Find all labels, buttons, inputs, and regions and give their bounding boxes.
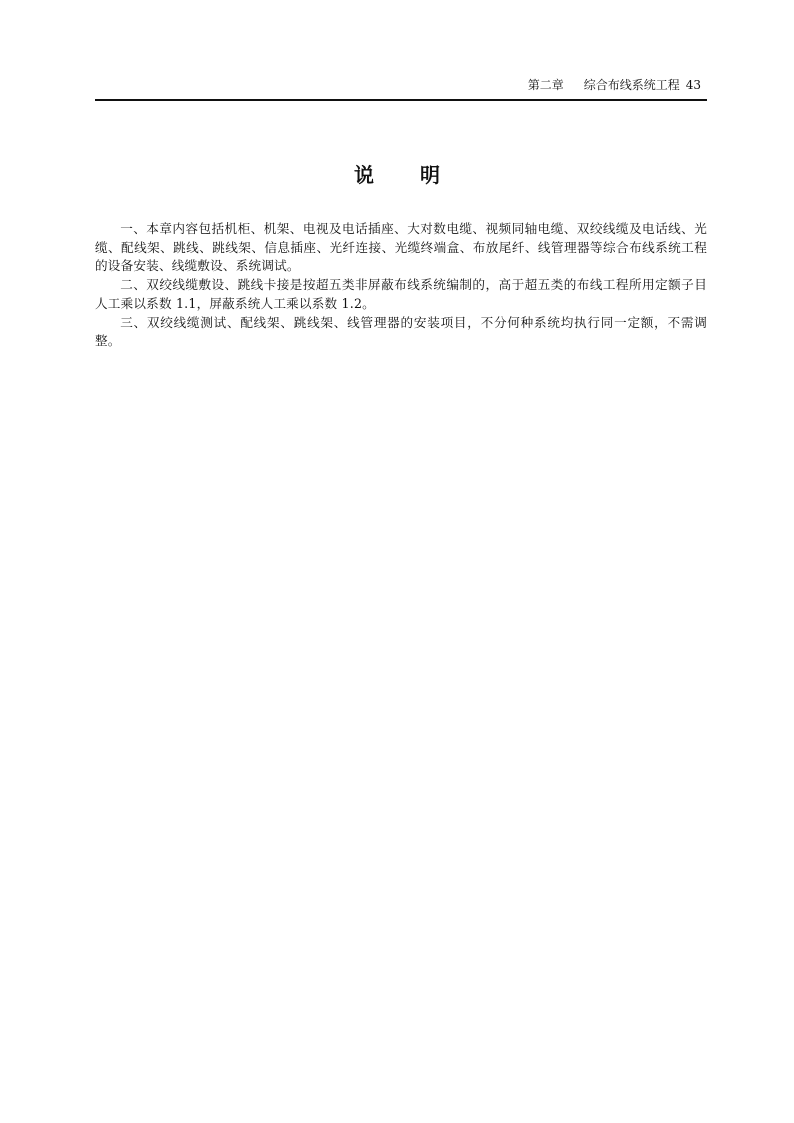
page-title bbox=[0, 160, 794, 190]
header-chapter: 第二章 bbox=[527, 78, 564, 92]
paragraph-1: 一、本章内容包括机柜、机架、电视及电话插座、大对数电缆、视频同轴电缆、双绞线缆及电话线、光缆、配线架、跳线、跳线架、信息插座、光纤连接、光缆终端盒、布放尾纤、线管理器等综合布线系统工程的设备安装、线缆敷设、系统调试。 bbox=[95, 221, 707, 274]
header-section: 综合布线系统工程 bbox=[583, 78, 680, 92]
header-rule bbox=[95, 99, 707, 101]
title-char-2: 明 bbox=[420, 163, 440, 187]
page-number: 43 bbox=[685, 78, 701, 92]
header-text bbox=[528, 76, 701, 94]
paragraph-2: 二、双绞线缆敷设、跳线卡接是按超五类非屏蔽布线系统编制的，高于超五类的布线工程所用定额子目人工乘以系数 1.1，屏蔽系统人工乘以系数 1.2。 bbox=[95, 277, 707, 311]
running-header bbox=[95, 76, 707, 96]
body-text bbox=[95, 220, 707, 351]
paragraph-3: 三、双绞线缆测试、配线架、跳线架、线管理器的安装项目，不分何种系统均执行同一定额，不需调整。 bbox=[95, 314, 707, 349]
title-char-1: 说 bbox=[354, 163, 374, 187]
